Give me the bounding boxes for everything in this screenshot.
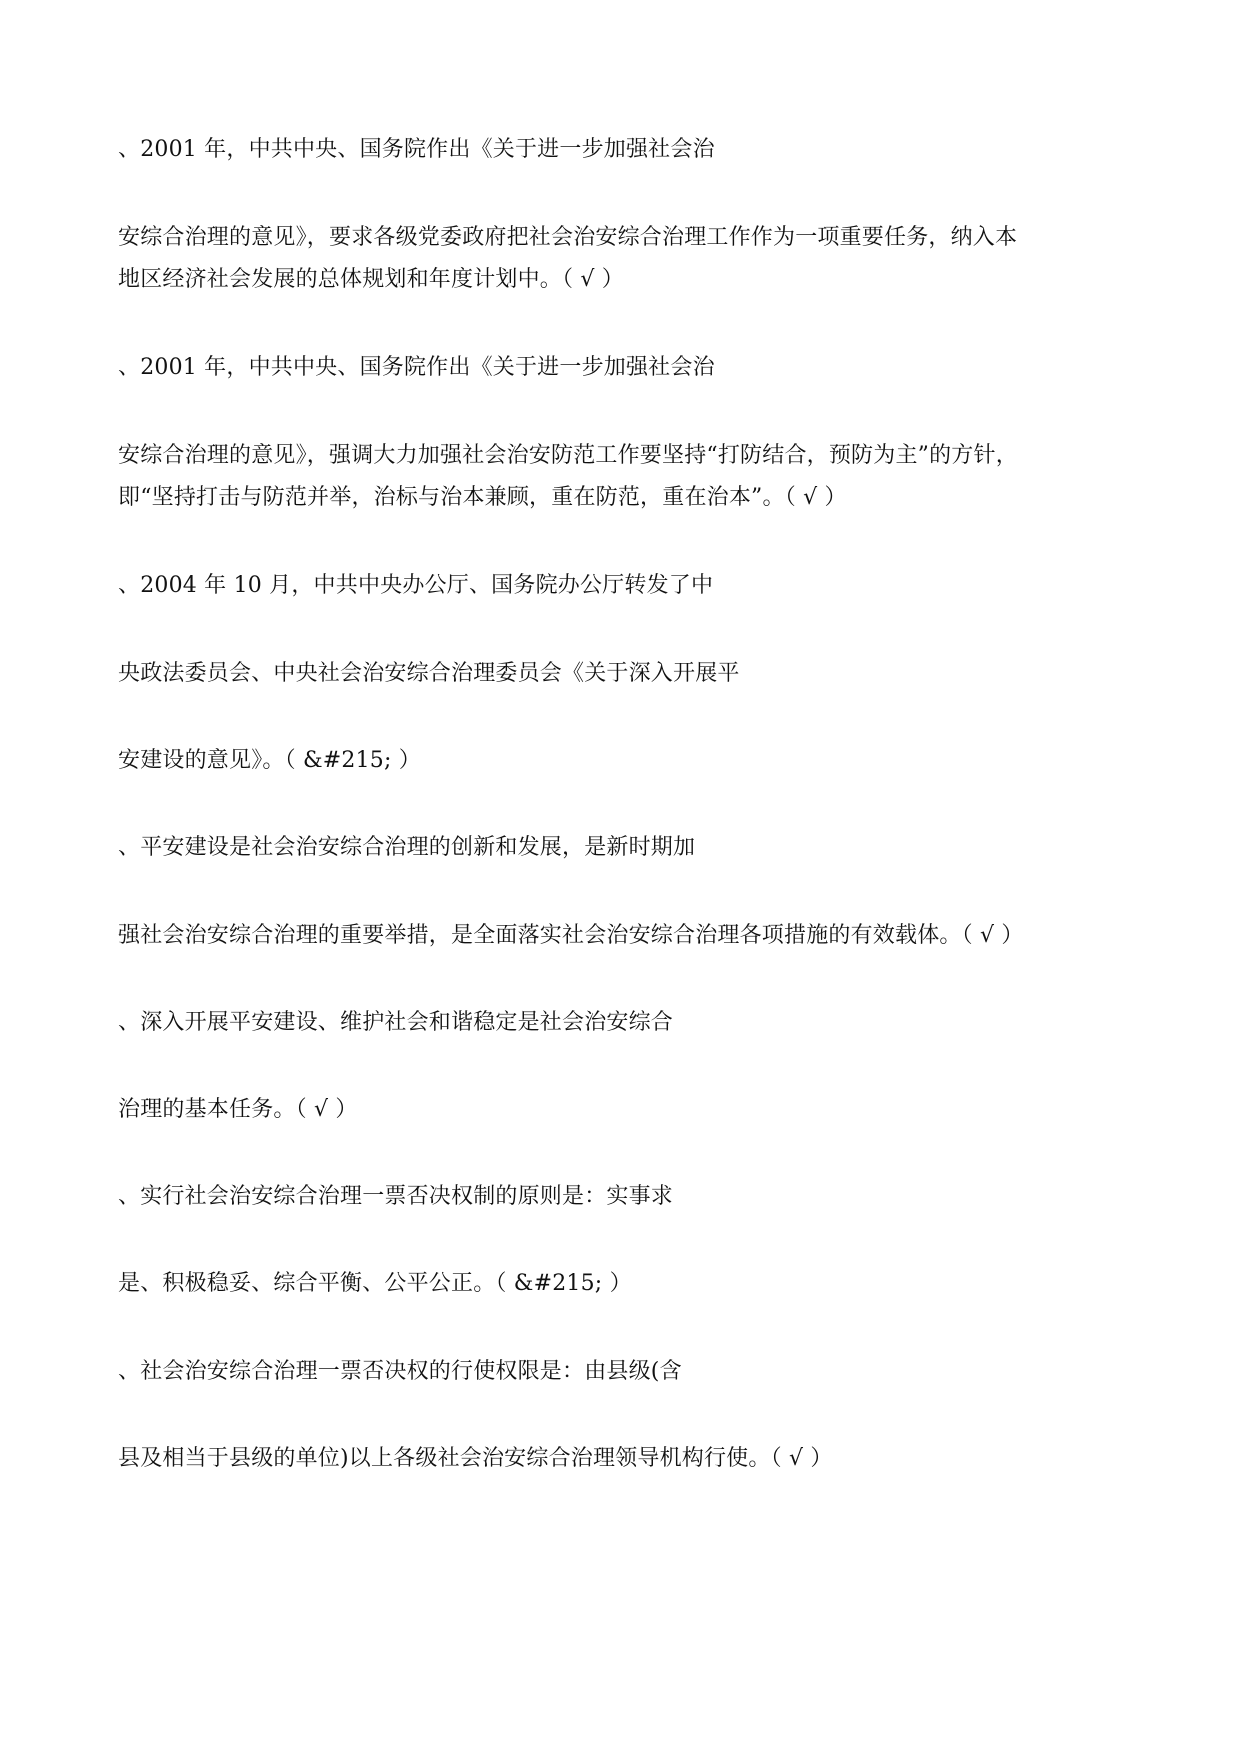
question-7-line-1: 、社会治安综合治理一票否决权的行使权限是：由县级(含 [118,1359,682,1384]
question-7-line-2: 县及相当于县级的单位)以上各级社会治安综合治理领导机构行使。（ √ ） [118,1446,833,1471]
question-5-line-1: 、深入开展平安建设、维护社会和谐稳定是社会治安综合 [118,1010,674,1035]
question-2-line-1: 、2001 年，中共中央、国务院作出《关于进一步加强社会治 [118,355,715,380]
question-1-line-2: 安综合治理的意见》，要求各级党委政府把社会治安综合治理工作作为一项重要任务，纳入本 [118,225,1018,250]
question-3-line-1: 、2004 年 10 月，中共中央办公厅、国务院办公厅转发了中 [118,573,714,598]
question-3-line-3: 安建设的意见》。（ &#215; ） [118,748,422,773]
question-6-line-1: 、实行社会治安综合治理一票否决权制的原则是：实事求 [118,1184,674,1209]
question-1-line-3: 地区经济社会发展的总体规划和年度计划中。（ √ ） [118,267,625,292]
question-4-line-2: 强社会治安综合治理的重要举措，是全面落实社会治安综合治理各项措施的有效载体。（ √ ） [118,923,1024,948]
question-1-line-1: 、2001 年，中共中央、国务院作出《关于进一步加强社会治 [118,137,715,162]
question-2-line-2: 安综合治理的意见》，强调大力加强社会治安防范工作要坚持“打防结合，预防为主”的方针， [118,443,1018,468]
question-6-line-2: 是、积极稳妥、综合平衡、公平公正。（ &#215; ） [118,1271,632,1296]
question-3-line-2: 央政法委员会、中央社会治安综合治理委员会《关于深入开展平 [118,661,740,686]
question-2-line-3: 即“坚持打击与防范并举，治标与治本兼顾，重在防范，重在治本”。（ √ ） [118,485,847,510]
question-4-line-1: 、平安建设是社会治安综合治理的创新和发展，是新时期加 [118,835,696,860]
question-5-line-2: 治理的基本任务。（ √ ） [118,1097,358,1122]
